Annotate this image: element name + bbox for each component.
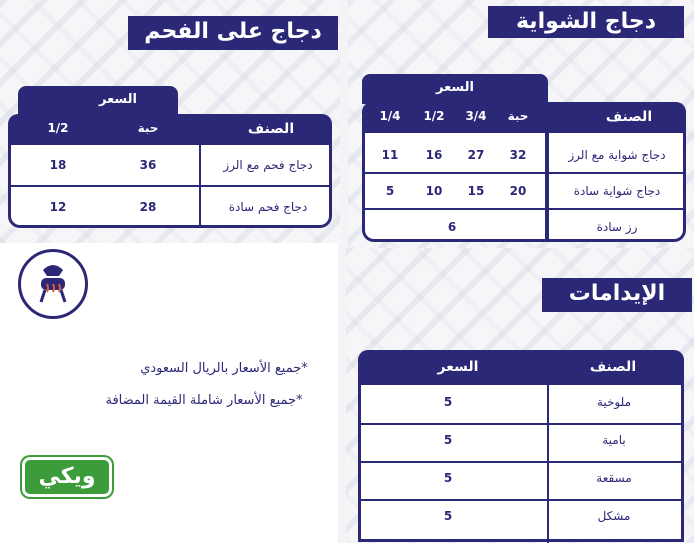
side-name: مسقعة — [596, 471, 632, 485]
rice-row-price: 6 — [447, 220, 457, 234]
row-whole: 20 — [509, 184, 527, 198]
side-price: 5 — [443, 509, 453, 523]
charcoal-title: دجاج على الفحم — [128, 16, 338, 50]
col-item: الصنف — [605, 109, 653, 125]
row-half: 18 — [49, 158, 67, 172]
row-half: 12 — [49, 200, 67, 214]
col-half: 1/2 — [423, 109, 445, 123]
side-price: 5 — [443, 395, 453, 409]
side-price: 5 — [443, 471, 453, 485]
col-whole: حبة — [507, 109, 529, 123]
grill-logo-graphic — [21, 252, 85, 316]
shawaya-panel — [348, 0, 694, 248]
row-quarter: 5 — [385, 184, 395, 198]
col-half: 1/2 — [47, 121, 69, 135]
side-name: ملوخية — [596, 395, 632, 409]
col-item: الصنف — [247, 121, 295, 137]
row-divider — [365, 172, 683, 174]
side-name: بامية — [602, 433, 626, 447]
currency-note: *جميع الأسعار بالريال السعودي — [140, 361, 308, 376]
col-quarter: 1/4 — [379, 109, 401, 123]
row-half: 16 — [425, 148, 443, 162]
col-whole: حبة — [137, 121, 159, 135]
col-item: الصنف — [589, 359, 637, 375]
row-name: دجاج فحم مع الرز — [223, 158, 313, 172]
side-price: 5 — [443, 433, 453, 447]
side-name: مشكل — [597, 509, 631, 523]
price-header-tab — [18, 86, 178, 116]
price-header-label: السعر — [99, 92, 137, 107]
row-divider — [11, 185, 329, 187]
row-name: دجاج شواية مع الرز — [568, 148, 666, 162]
table-body — [8, 142, 332, 228]
shawaya-title: دجاج الشواية — [488, 6, 684, 38]
row-divider — [365, 208, 683, 210]
col-price: السعر — [437, 359, 479, 375]
col-divider — [199, 145, 201, 225]
sides-title: الإيدامات — [542, 278, 692, 312]
row-3q: 27 — [467, 148, 485, 162]
row-name: دجاج فحم سادة — [228, 200, 308, 214]
rice-row-name: رز سادة — [596, 220, 638, 234]
row-whole: 28 — [139, 200, 157, 214]
row-whole: 32 — [509, 148, 527, 162]
grill-logo-icon — [18, 249, 88, 319]
row-whole: 36 — [139, 158, 157, 172]
row-quarter: 11 — [381, 148, 399, 162]
price-header-label: السعر — [436, 80, 474, 95]
charcoal-panel — [0, 0, 340, 243]
info-panel — [0, 243, 338, 543]
price-header-tab — [362, 74, 548, 104]
wiki-watermark: ويكي — [22, 457, 112, 497]
vat-note: *جميع الأسعار شاملة القيمة المضافة — [105, 393, 303, 408]
row-name: دجاج شواية سادة — [573, 184, 661, 198]
row-3q: 15 — [467, 184, 485, 198]
shawaya-price-table — [362, 74, 686, 242]
sides-panel — [346, 248, 694, 543]
charcoal-price-table — [8, 86, 332, 236]
row-divider — [361, 423, 681, 425]
col-3q: 3/4 — [465, 109, 487, 123]
sides-price-table — [358, 350, 684, 542]
row-divider — [361, 461, 681, 463]
col-divider — [547, 385, 549, 543]
row-half: 10 — [425, 184, 443, 198]
row-divider — [361, 499, 681, 501]
